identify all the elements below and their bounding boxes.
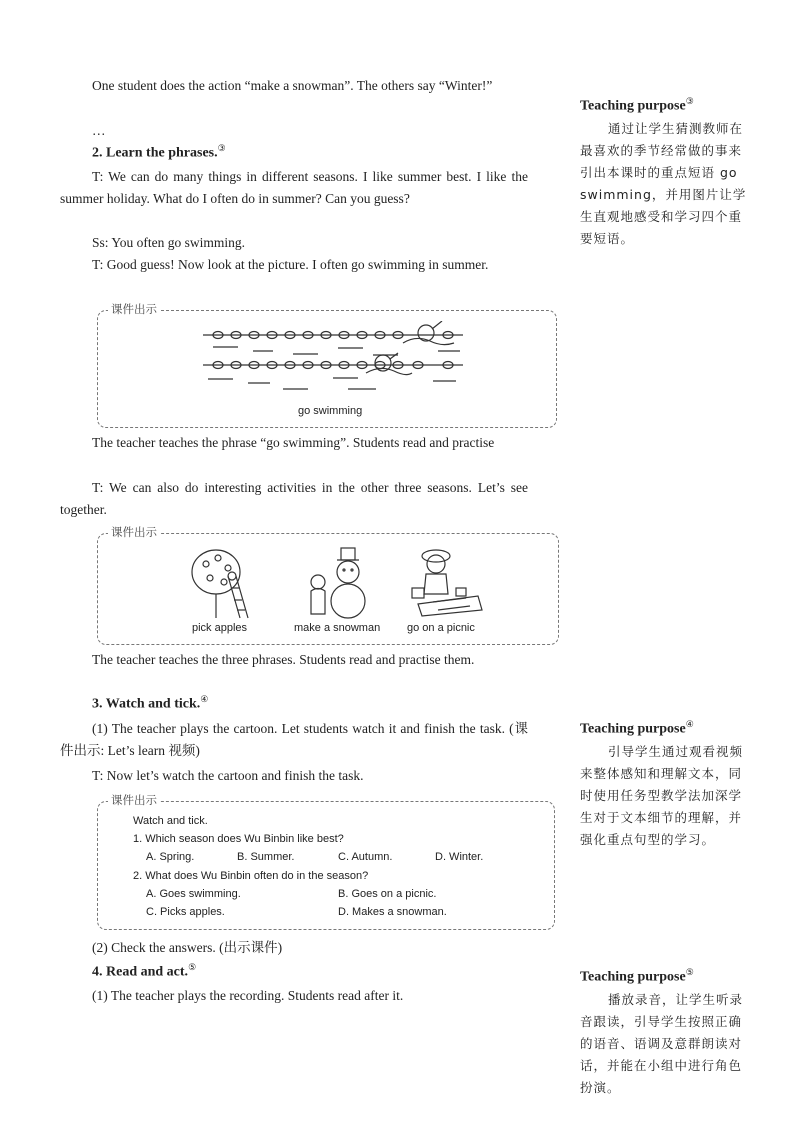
teaching-purpose-5-text: 播放录音，让学生听录音跟读，引导学生按照正确的语音、语调及意群朗读对话，并能在小组中进行角色扮演。 [580,992,744,1095]
caption-make-a-snowman: make a snowman [294,622,381,634]
caption-pick-apples: pick apples [192,622,248,634]
picnic-illustration [408,544,483,619]
tp5-title-text: Teaching purpose [580,969,686,985]
caption-go-swimming: go swimming [298,405,363,417]
teaching-purpose-4-text: 引导学生通过观看视频来整体感知和理解文本，同时使用任务型教学法加深学生对于文本细节的理解，并强化重点句型的学习。 [580,744,744,847]
courseware-box-quiz [97,793,555,930]
quiz-question-2: 2. What does Wu Binbin often do in the season? [133,870,369,882]
sec2-paragraph-1: T: We can do many things in different seasons. I like summer best. I like the summer holiday. What do I often do in summer? Can you guess? [60,169,528,206]
section-3-heading [92,694,208,713]
tp4-note: ④ [685,719,694,729]
sec2-paragraph-4: The teacher teaches the phrase “go swimming”. Students read and practise [92,435,495,450]
sec2-paragraph-5: T: We can also do interesting activities in the other three seasons. Let’s see together. [60,480,528,517]
intro-paragraph: One student does the action “make a snowman”. The others say “Winter!” [92,78,493,93]
caption-go-on-a-picnic: go on a picnic [407,622,475,634]
section-3-note: ④ [200,694,209,704]
teaching-purpose-5-title [580,967,694,986]
quiz-title: Watch and tick. [133,815,208,827]
q2-option-b[interactable]: B. Goes on a picnic. [338,888,437,900]
ellipsis: … [92,123,106,138]
q2-option-d[interactable]: D. Makes a snowman. [338,906,447,918]
section-4-heading-text: 4. Read and act. [92,964,189,980]
tp5-note: ⑤ [685,967,694,977]
q1-option-d[interactable]: D. Winter. [435,851,484,863]
sec4-paragraph-1: (1) The teacher plays the recording. Students read after it. [92,988,404,1003]
section-4-note: ⑤ [188,962,197,972]
snowman-illustration [303,546,378,621]
sec3-paragraph-3: (2) Check the answers. (出示课件) [92,940,283,955]
q2-option-c[interactable]: C. Picks apples. [146,906,225,918]
pick-apples-illustration [188,546,258,621]
sec2-paragraph-3: T: Good guess! Now look at the picture. I often go swimming in summer. [92,257,489,272]
courseware-label: 课件出示 [108,524,160,540]
sec3-paragraph-1: (1) The teacher plays the cartoon. Let students watch it and finish the task. (课件出示: Let’s learn 视频) [60,721,528,758]
q1-option-a[interactable]: A. Spring. [146,851,195,863]
teaching-purpose-3-title [580,96,694,115]
quiz-question-1: 1. Which season does Wu Binbin like best? [133,833,344,845]
sec2-paragraph-2: Ss: You often go swimming. [92,235,246,250]
courseware-label: 课件出示 [108,792,160,808]
swimming-illustration [198,321,468,401]
section-3-heading-text: 3. Watch and tick. [92,696,201,712]
tp3-note: ③ [685,96,694,106]
courseware-label: 课件出示 [108,301,160,317]
tp4-title-text: Teaching purpose [580,721,686,737]
tp3-title-text: Teaching purpose [580,98,686,114]
section-2-heading [92,143,226,162]
section-2-note: ③ [217,143,226,153]
section-4-heading [92,962,196,981]
courseware-box-activities [97,525,559,645]
q1-option-b[interactable]: B. Summer. [237,851,295,863]
courseware-box-swimming [97,302,557,428]
teaching-purpose-4-title [580,719,694,738]
q1-option-c[interactable]: C. Autumn. [338,851,393,863]
sec2-paragraph-6: The teacher teaches the three phrases. Students read and practise them. [92,652,475,667]
teaching-purpose-3-text: 通过让学生猜测教师在最喜欢的季节经常做的事来引出本课时的重点短语 go swimming，并用图片让学生直观地感受和学习四个重要短语。 [580,121,747,246]
sec3-paragraph-2: T: Now let’s watch the cartoon and finish the task. [92,768,364,783]
section-2-heading-text: 2. Learn the phrases. [92,145,218,161]
q2-option-a[interactable]: A. Goes swimming. [146,888,241,900]
